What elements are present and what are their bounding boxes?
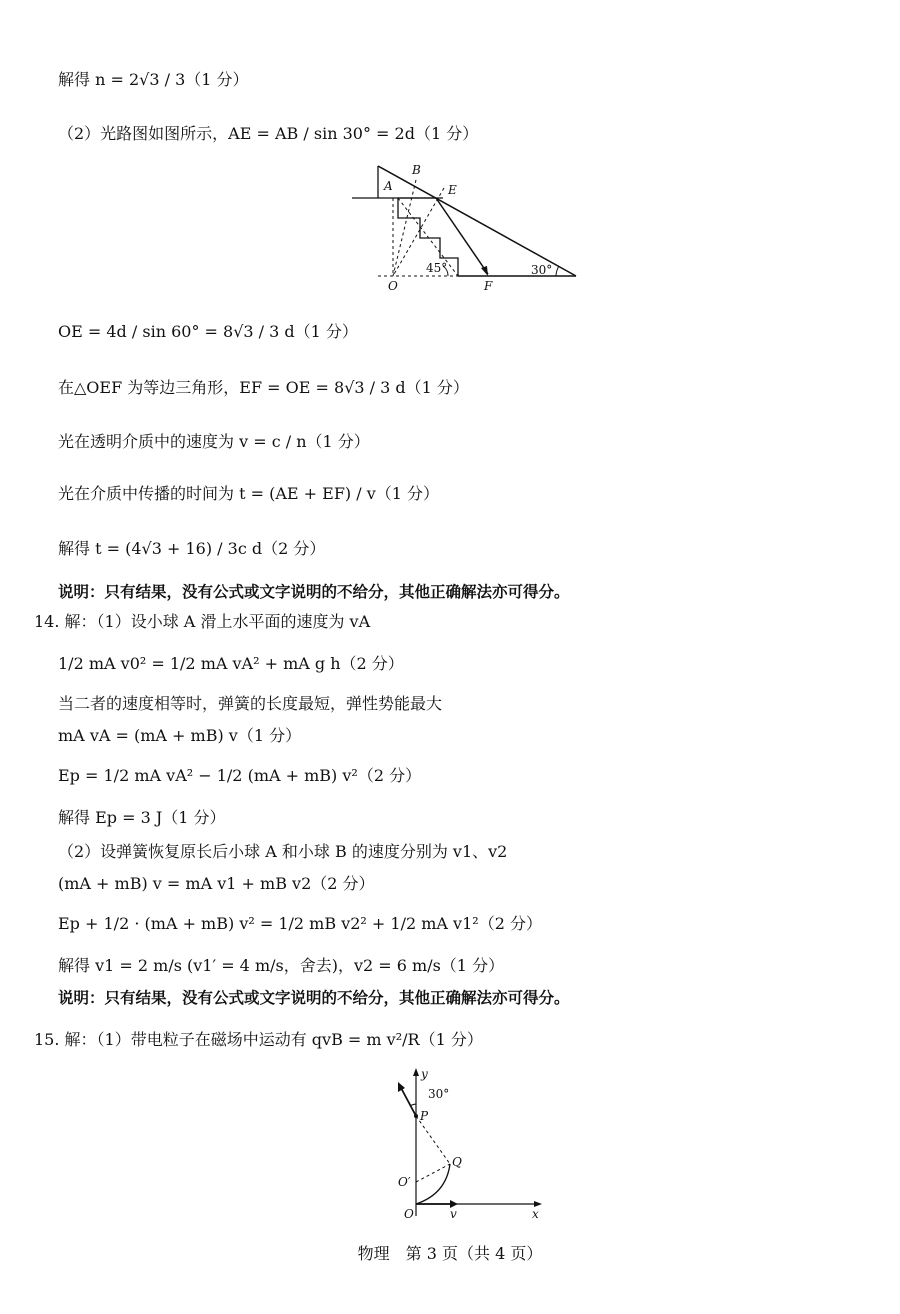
label-x: x xyxy=(532,1207,539,1221)
note-2: 说明：只有结果，没有公式或文字说明的不给分，其他正确解法亦可得分。 xyxy=(58,989,570,1007)
line-n-result: 解得 n = 2√3 / 3（1 分） xyxy=(58,70,249,89)
label-angle-30: 30° xyxy=(428,1087,450,1101)
label-B: B xyxy=(412,163,421,177)
q14-heading: 14. 解：（1）设小球 A 滑上水平面的速度为 vA xyxy=(34,612,371,631)
label-angle-30: 30° xyxy=(531,263,553,277)
line-oe: OE = 4d / sin 60° = 8√3 / 3 d（1 分） xyxy=(58,322,358,341)
label-y: y xyxy=(421,1067,428,1081)
label-O: O xyxy=(404,1207,414,1221)
label-A: A xyxy=(384,179,393,193)
line-time: 光在介质中传播的时间为 t = (AE + EF) / v（1 分） xyxy=(58,484,440,503)
line-part2: （2）设弹簧恢复原长后小球 A 和小球 B 的速度分别为 v1、v2 xyxy=(58,842,508,861)
line-equilateral: 在△OEF 为等边三角形，EF = OE = 8√3 / 3 d（1 分） xyxy=(58,378,469,397)
label-F: F xyxy=(484,279,493,293)
label-angle-45: 45° xyxy=(426,261,448,275)
magnetic-path-diagram xyxy=(392,1066,562,1226)
line-v-result: 解得 v1 = 2 m/s (v1′ = 4 m/s，舍去)，v2 = 6 m/s（1 分） xyxy=(58,956,505,975)
line-ep-result: 解得 Ep = 3 J（1 分） xyxy=(58,808,226,827)
line-energy-2: Ep + 1/2 · (mA + mB) v² = 1/2 mB v2² + 1/2 mA v1²（2 分） xyxy=(58,914,542,933)
label-O: O xyxy=(388,279,398,293)
line-momentum: mA vA = (mA + mB) v（1 分） xyxy=(58,726,302,745)
q15-heading: 15. 解：（1）带电粒子在磁场中运动有 qvB = m v²/R（1 分） xyxy=(34,1030,483,1049)
label-E: E xyxy=(448,183,457,197)
label-v: v xyxy=(450,1207,457,1221)
page-footer: 物理 第 3 页（共 4 页） xyxy=(357,1244,543,1263)
label-Q: Q xyxy=(452,1155,462,1169)
line-t-result: 解得 t = (4√3 + 16) / 3c d（2 分） xyxy=(58,539,326,558)
line-energy-eq: 1/2 mA v0² = 1/2 mA vA² + mA g h（2 分） xyxy=(58,654,404,673)
line-speed: 光在透明介质中的速度为 v = c / n（1 分） xyxy=(58,432,370,451)
line-condition: 当二者的速度相等时，弹簧的长度最短，弹性势能最大 xyxy=(58,694,443,713)
line-ep: Ep = 1/2 mA vA² − 1/2 (mA + mB) v²（2 分） xyxy=(58,766,422,785)
line-momentum-2: (mA + mB) v = mA v1 + mB v2（2 分） xyxy=(58,874,375,893)
label-P: P xyxy=(420,1109,429,1123)
light-path-diagram xyxy=(348,158,588,298)
label-O-prime: O′ xyxy=(398,1175,411,1189)
note-1: 说明：只有结果，没有公式或文字说明的不给分，其他正确解法亦可得分。 xyxy=(58,583,570,601)
line-light-path-ae: （2）光路图如图所示，AE = AB / sin 30° = 2d（1 分） xyxy=(58,124,479,143)
